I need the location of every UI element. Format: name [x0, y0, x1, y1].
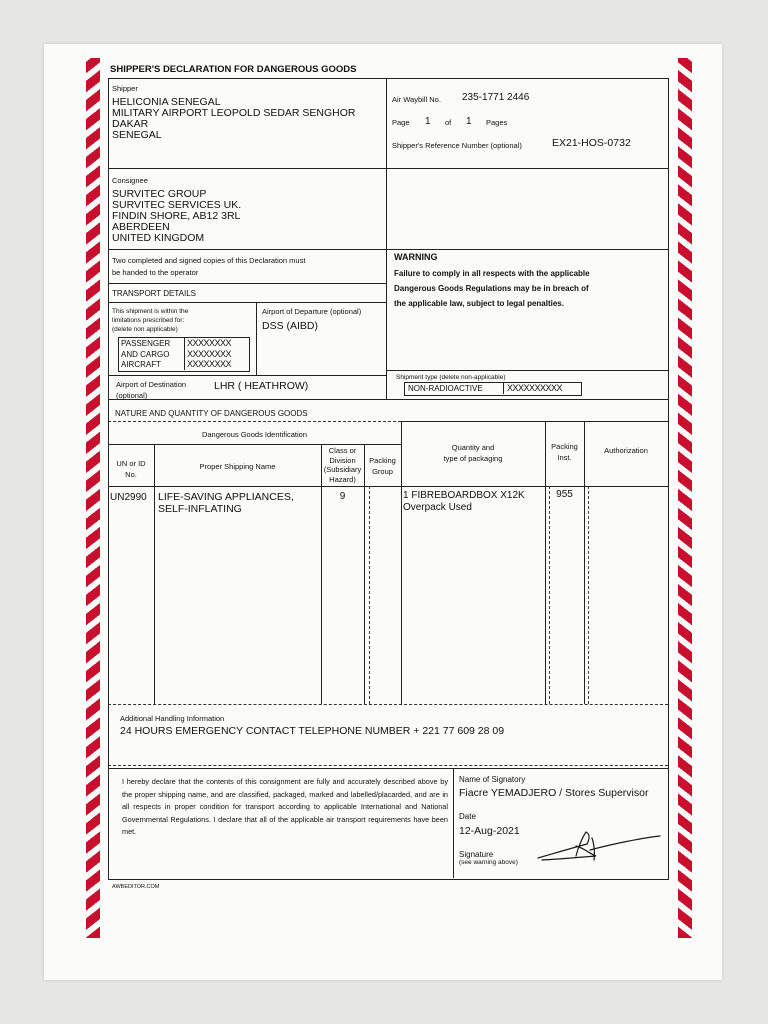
shipper-label: Shipper: [112, 84, 138, 93]
shipper-line: HELICONIA SENEGAL: [112, 96, 221, 108]
aircraft-type-line: AIRCRAFT: [121, 360, 161, 369]
divider: [108, 421, 401, 422]
destination-value: LHR ( HEATHROW): [214, 380, 309, 392]
divider: [108, 375, 386, 376]
divider: [549, 486, 550, 704]
header-line: No.: [125, 470, 137, 479]
warning-line: Failure to comply in all respects with the applicable: [394, 269, 590, 278]
consignee-line: FINDIN SHORE, AB12 3RL: [112, 210, 241, 222]
divider: [584, 421, 585, 704]
signatory-label: Name of Signatory: [459, 775, 526, 784]
divider: [386, 78, 387, 399]
of-label: of: [445, 118, 452, 127]
divider: [588, 486, 589, 704]
divider: [108, 486, 668, 487]
date-value: 12-Aug-2021: [459, 825, 520, 837]
header-line: Class or: [328, 446, 357, 455]
declaration-text: I hereby declare that the contents of this consignment are fully and accurately described above by the proper shipping name, and are classified, packaged, marked and labelled/placarded, and are in all respects in proper condition for transport according to applicable International and National Governmental Regulations. I declare that all of the applicable air transport requirements have been met.: [122, 777, 448, 836]
header-line: Division: [329, 455, 356, 465]
signature-label: Signature: [459, 850, 494, 859]
form-title: SHIPPER'S DECLARATION FOR DANGEROUS GOODS: [110, 64, 357, 75]
consignee-label: Consignee: [112, 176, 148, 185]
date-label: Date: [459, 812, 476, 821]
aircraft-type-label: [121, 339, 170, 371]
packing-instruction: 955: [556, 489, 573, 500]
aircraft-type-line: PASSENGER: [121, 339, 171, 348]
column-header-packing-group: [364, 455, 401, 477]
struck-text: XXXXXXXX: [187, 348, 232, 359]
divider: [369, 486, 370, 704]
divider: [108, 704, 668, 705]
limits-note: (delete non applicable): [112, 326, 178, 333]
page-count: 1: [466, 116, 472, 127]
divider: [108, 302, 386, 303]
handling-value: 24 HOURS EMERGENCY CONTACT TELEPHONE NUMBER + 221 77 609 28 09: [120, 725, 505, 737]
signature-note: (see warning above): [459, 859, 518, 866]
divider: [545, 421, 546, 704]
left-hazard-border: [86, 58, 100, 938]
header-line: (Subsidiary: [323, 465, 362, 474]
nature-title: NATURE AND QUANTITY OF DANGEROUS GOODS: [115, 409, 308, 418]
column-header-class: [321, 446, 364, 484]
warning-line: Dangerous Goods Regulations may be in breach of: [394, 284, 589, 293]
awb-label: Air Waybill No.: [392, 95, 441, 104]
qty-line: Overpack Used: [403, 501, 472, 513]
right-hazard-border: [678, 58, 692, 938]
consignee-line: SURVITEC SERVICES UK.: [112, 199, 242, 211]
divider: [256, 302, 257, 375]
column-header-un: [108, 458, 154, 480]
shipper-line: SENEGAL: [112, 129, 162, 141]
consignee-line: UNITED KINGDOM: [112, 232, 205, 244]
divider: [108, 765, 668, 766]
header-line: UN or ID: [116, 459, 146, 468]
destination-label: [116, 379, 186, 401]
divider: [401, 421, 668, 422]
hazard-class: 9: [339, 491, 346, 502]
header-line: Group: [372, 467, 393, 476]
destination-label-line: Airport of Destination: [116, 380, 187, 389]
departure-label: Airport of Departure (optional): [262, 307, 362, 316]
identification-header: Dangerous Goods Identification: [201, 430, 308, 439]
header-line: type of packaging: [443, 454, 503, 463]
shipper-line: MILITARY AIRPORT LEOPOLD SEDAR SENGHOR: [112, 107, 356, 119]
un-number: UN2990: [110, 492, 147, 503]
shipper-line: DAKAR: [112, 118, 149, 130]
psn-line: SELF-INFLATING: [158, 502, 242, 515]
column-header-psn: Proper Shipping Name: [199, 462, 276, 471]
awb-value: 235-1771 2446: [462, 92, 530, 103]
pages-label: Pages: [486, 118, 508, 127]
header-line: Quantity and: [451, 443, 495, 452]
deleted-option: [187, 338, 231, 370]
column-header-quantity: [401, 442, 545, 464]
header-line: Hazard): [329, 474, 356, 484]
limits-note: This shipment is within the: [112, 308, 189, 315]
warning-text: [394, 266, 590, 311]
divider: [503, 382, 504, 394]
struck-text: XXXXXXXX: [187, 338, 232, 348]
divider: [108, 168, 668, 169]
divider: [108, 399, 668, 400]
divider: [108, 249, 668, 250]
divider: [184, 337, 185, 370]
warning-title: WARNING: [394, 252, 438, 262]
aircraft-type-line: AND CARGO: [121, 349, 170, 359]
page-number: 1: [425, 116, 431, 127]
departure-value: DSS (AIBD): [262, 320, 319, 332]
divider: [386, 370, 668, 371]
proper-shipping-name: [158, 492, 294, 515]
divider: [364, 444, 365, 704]
qty-line: 1 FIBREBOARDBOX X12K: [403, 490, 525, 501]
reference-label: Shipper's Reference Number (optional): [392, 141, 522, 150]
reference-value: EX21-HOS-0732: [552, 137, 631, 149]
divider: [453, 768, 454, 878]
psn-line: LIFE-SAVING APPLIANCES,: [158, 491, 294, 503]
consignee-line: ABERDEEN: [112, 221, 170, 233]
transport-title: TRANSPORT DETAILS: [112, 289, 197, 298]
divider: [108, 444, 401, 445]
header-line: Inst.: [557, 453, 572, 462]
column-header-packing-inst: [545, 441, 584, 463]
copies-note: be handed to the operator: [112, 268, 199, 277]
footer-brand: AWBEDITOR.COM: [112, 884, 160, 890]
header-line: Packing: [551, 442, 578, 451]
divider: [154, 444, 155, 704]
header-line: Packing: [369, 456, 396, 465]
shipment-type-value: NON-RADIOACTIVE: [408, 384, 483, 393]
page-label: Page: [392, 118, 410, 127]
handwritten-signature: [532, 826, 672, 866]
shipment-type-label: Shipment type (delete non-applicable): [396, 374, 506, 381]
consignee-line: SURVITEC GROUP: [112, 188, 207, 200]
signatory-value: Fiacre YEMADJERO / Stores Supervisor: [459, 787, 649, 799]
quantity-packaging: [403, 490, 525, 513]
divider: [108, 768, 668, 769]
destination-label-line: (optional): [116, 391, 148, 400]
struck-text: XXXXXXXX: [187, 359, 232, 369]
column-header-authorization: Authorization: [604, 446, 648, 455]
divider: [108, 283, 386, 284]
handling-label: Additional Handling Information: [120, 714, 225, 723]
warning-line: the applicable law, subject to legal penalties.: [394, 299, 564, 308]
struck-text: XXXXXXXXXX: [507, 383, 563, 393]
limits-note: limitations prescribed for:: [112, 317, 185, 324]
copies-note: Two completed and signed copies of this Declaration must: [112, 256, 306, 265]
